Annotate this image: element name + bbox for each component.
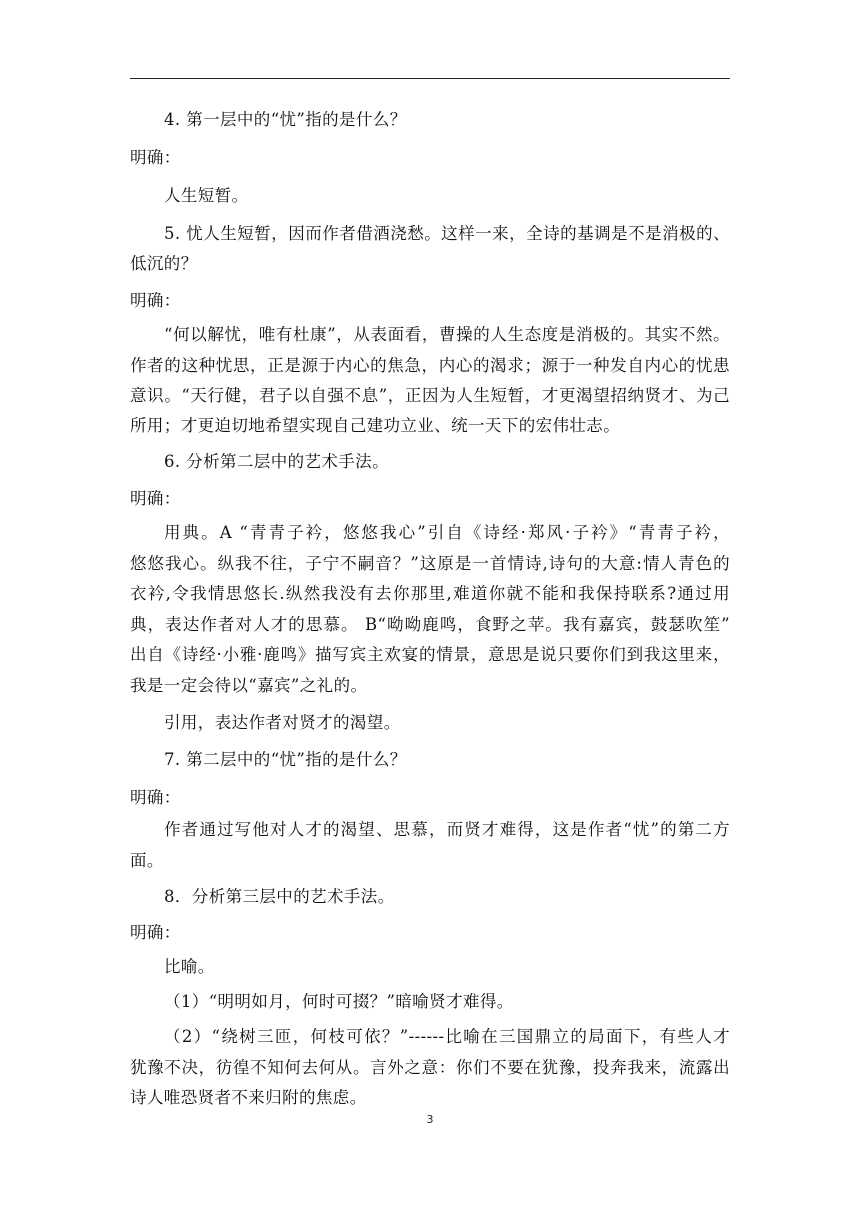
answer-label: 明确：	[130, 291, 181, 310]
answer-text: 作者的这种忧思，正是源于内心的焦急，内心的渴求；源于一种发自内心的忧患	[130, 356, 730, 375]
answer-text: 用典。A “青青子衿，悠悠我心”引自《诗经·郑风·子衿》“青青子衿，	[164, 523, 730, 542]
answer-text: 悠悠我心。纵我不往，子宁不嗣音？”这原是一首情诗,诗句的大意:情人青色的	[130, 554, 730, 573]
answer-text: 作者通过写他对人才的渴望、思慕，而贤才难得，这是作者“忧”的第二方	[164, 820, 730, 839]
answer-text: 衣衿,令我情思悠长.纵然我没有去你那里,难道你就不能和我保持联系?通过用	[130, 584, 730, 603]
page-number: 3	[426, 1113, 434, 1126]
question-5-cont: 低沉的？	[130, 254, 198, 273]
answer-text: 比喻。	[164, 957, 215, 976]
question-5: 5. 忧人生短暂，因而作者借酒浇愁。这样一来，全诗的基调是不是消极的、	[164, 224, 730, 243]
answer-text: 意识。“天行健，君子以自强不息”，正因为人生短暂，才更渴望招纳贤才、为己	[130, 386, 730, 405]
question-6: 6. 分析第二层中的艺术手法。	[164, 452, 389, 471]
answer-text: 引用，表达作者对贤才的渴望。	[164, 713, 401, 732]
answer-text: 人生短暂。	[164, 186, 249, 205]
answer-text: 所用；才更迫切地希望实现自己建功立业、统一天下的宏伟壮志。	[130, 416, 621, 435]
answer-label: 明确：	[130, 923, 181, 942]
answer-label: 明确：	[130, 489, 181, 508]
answer-text: 我是一定会待以“嘉宾”之礼的。	[130, 676, 368, 695]
answer-text: 面。	[130, 851, 164, 870]
answer-label: 明确：	[130, 148, 181, 167]
answer-text: “何以解忧，唯有杜康”，从表面看，曹操的人生态度是消极的。其实不然。	[164, 325, 730, 344]
answer-text: 出自《诗经·小雅·鹿鸣》描写宾主欢宴的情景，意思是说只要你们到我这里来，	[130, 645, 730, 664]
question-7: 7. 第二层中的“忧”指的是什么？	[164, 750, 407, 769]
question-8: 8．分析第三层中的艺术手法。	[164, 887, 395, 906]
answer-label: 明确：	[130, 788, 181, 807]
question-4: 4. 第一层中的“忧”指的是什么？	[164, 110, 407, 129]
answer-text: 犹豫不决，彷徨不知何去何从。言外之意：你们不要在犹豫，投奔我来，流露出	[130, 1058, 730, 1077]
answer-item-2: （2）“绕树三匝，何枝可依？”------比喻在三国鼎立的局面下，有些人才	[164, 1027, 730, 1046]
header-rule	[130, 78, 730, 79]
answer-text: 诗人唯恐贤者不来归附的焦虑。	[130, 1088, 367, 1107]
answer-text: 典，表达作者对人才的思慕。 B“呦呦鹿鸣，食野之苹。我有嘉宾，鼓瑟吹笙”	[130, 615, 730, 634]
answer-item-1: （1）“明明如月，何时可掇？”暗喻贤才难得。	[164, 992, 514, 1011]
